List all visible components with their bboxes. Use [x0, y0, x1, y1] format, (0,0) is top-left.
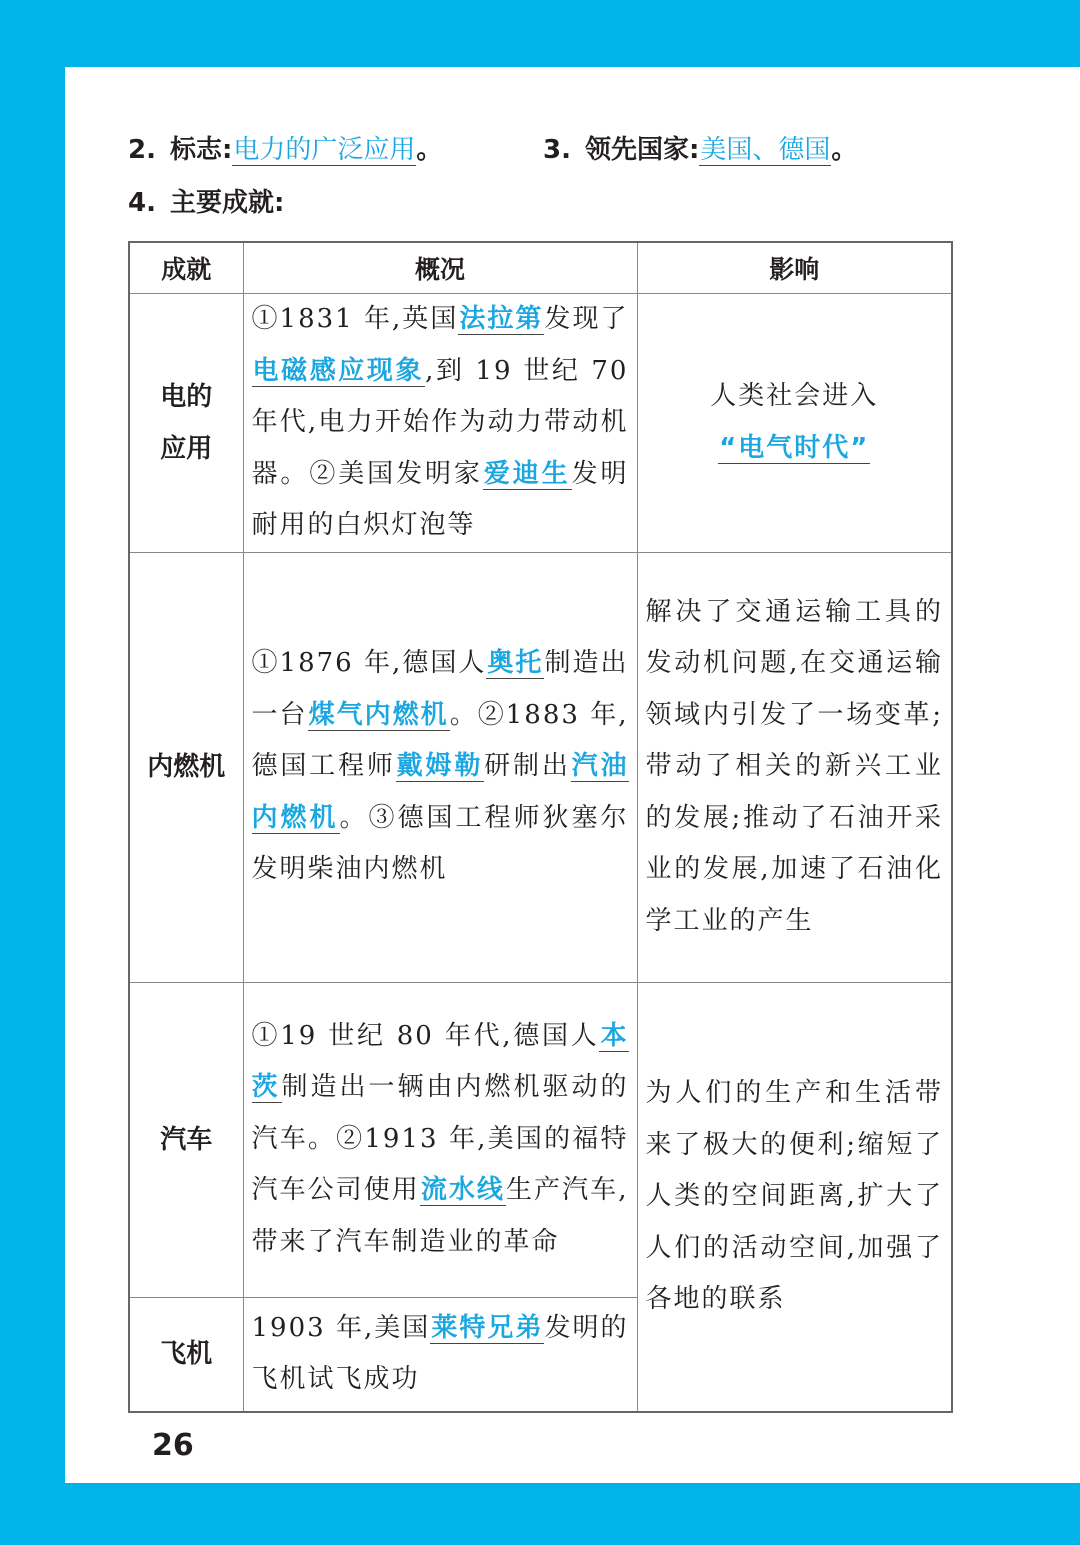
achievement-name: 电的	[160, 381, 213, 412]
column-header-overview: 概况	[243, 242, 637, 294]
answer-fill: 莱特兄弟	[431, 1312, 544, 1343]
overview-text: 发明的飞机试飞成功	[251, 1312, 629, 1395]
answer-fill: 本茨	[251, 1020, 629, 1103]
answer-fill: 煤气内燃机	[308, 699, 449, 730]
overview-text: 。③德国工程师狄塞尔发明柴油内燃机	[251, 802, 629, 885]
achievement-name: 汽车	[129, 982, 243, 1297]
achievement-cell	[129, 294, 243, 553]
overview-text: 。②1883 年,德国工程师	[251, 699, 629, 782]
impact-text: 为人们的生产和生活带来了极大的便利;缩短了人类的空间距离,扩大了人们的活动空间,加强了各地的联系	[637, 982, 952, 1412]
page-number: 26	[152, 1428, 194, 1463]
overview-text: 发明耐用的白炽灯泡等	[251, 458, 629, 540]
overview-text: 制造出一台	[251, 648, 629, 730]
table-row-car	[129, 982, 952, 1297]
table-row-engine	[129, 552, 952, 982]
overview-cell	[243, 1297, 637, 1412]
overview-text: 制造出一辆由内燃机驱动的汽车。②1913 年,美国的福特汽车公司使用	[251, 1072, 629, 1206]
impact-cell	[637, 294, 952, 553]
achievement-name: 应用	[160, 433, 213, 464]
item-3-heading	[543, 133, 857, 167]
answer-fill: 奥托	[487, 648, 544, 679]
item-label: 主要成就:	[169, 188, 285, 218]
answer-fill: 电力的广泛应用	[233, 135, 416, 165]
overview-text: ①19 世纪 80 年代,德国人	[251, 1020, 600, 1051]
column-header-achievement: 成就	[129, 242, 243, 294]
item-number: 2.	[128, 135, 156, 165]
item-4-heading	[128, 186, 284, 220]
item-label: 标志:	[169, 135, 233, 165]
item-end: 。	[416, 135, 443, 165]
table-row-electricity	[129, 294, 952, 553]
achievements-table	[128, 241, 953, 1413]
answer-fill: 汽油内燃机	[251, 751, 629, 833]
item-label: 领先国家:	[584, 135, 700, 165]
answer-fill: 电磁感应现象	[252, 355, 425, 386]
table-header-row	[129, 242, 952, 294]
achievement-name: 内燃机	[129, 552, 243, 982]
answer-fill: 美国、德国	[700, 135, 831, 165]
overview-text: ①1876 年,德国人	[251, 648, 487, 679]
overview-text: ,到 19 世纪 70 年代,电力开始作为动力带动机器。②美国发明家	[251, 355, 629, 489]
overview-cell	[243, 552, 637, 982]
overview-text: 研制出	[484, 751, 571, 782]
item-2-heading	[128, 133, 442, 167]
answer-fill: 法拉第	[459, 304, 544, 334]
overview-text: 1903 年,美国	[251, 1312, 431, 1343]
overview-text: 发现了	[544, 304, 629, 334]
column-header-impact: 影响	[637, 242, 952, 294]
item-number: 4.	[128, 188, 156, 218]
item-number: 3.	[543, 135, 571, 165]
impact-text: 人类社会进入	[710, 381, 879, 412]
overview-text: 生产汽车,带来了汽车制造业的革命	[251, 1175, 629, 1257]
achievement-name: 飞机	[129, 1297, 243, 1412]
impact-text: 解决了交通运输工具的发动机问题,在交通运输领域内引发了一场变革;带动了相关的新兴工业的发展;推动了石油开采业的发展,加速了石油化学工业的产生	[637, 552, 952, 982]
item-end: 。	[831, 135, 858, 165]
answer-fill: 戴姆勒	[396, 751, 484, 782]
overview-cell	[243, 982, 637, 1297]
answer-fill: 爱迪生	[483, 458, 571, 489]
overview-text: ①1831 年,英国	[251, 304, 459, 334]
answer-fill: 流水线	[420, 1175, 505, 1206]
overview-cell	[243, 294, 637, 553]
answer-fill: “电气时代”	[719, 432, 870, 463]
